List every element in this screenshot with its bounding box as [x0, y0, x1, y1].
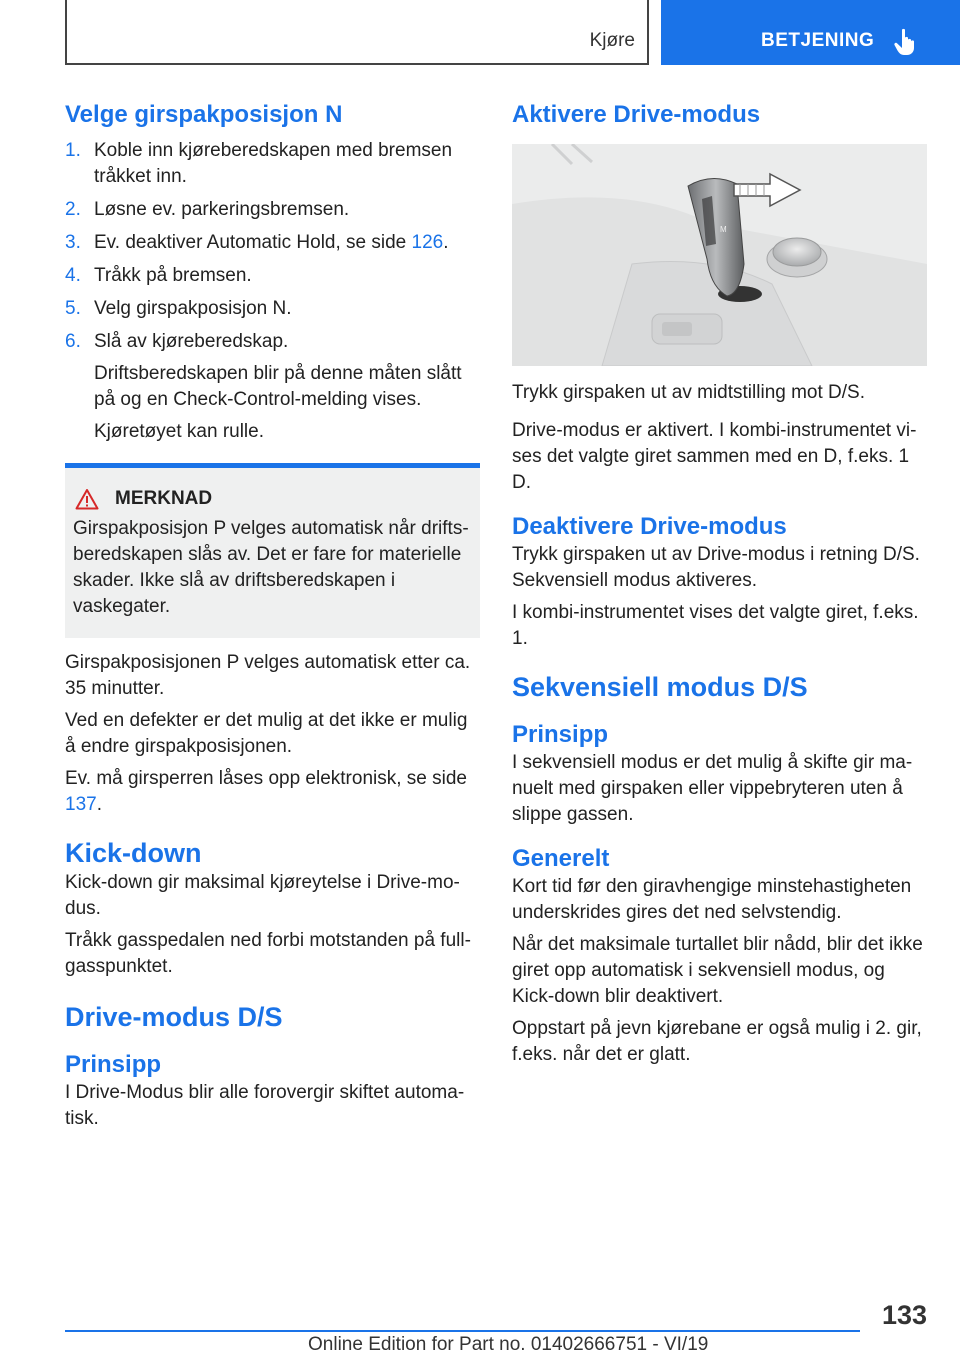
warning-icon — [75, 488, 99, 510]
gear-lever-image — [512, 144, 927, 366]
paragraph: Ved en defekter er det mulig at det ikke er mulig å endre girspakposisjonen. — [65, 710, 468, 757]
footer-divider — [65, 1330, 860, 1332]
list-item: 1. Koble inn kjøreberedskapen med bremsen tråkket inn. — [65, 140, 453, 187]
header-section-box — [65, 0, 649, 65]
heading-principle: Prinsipp — [512, 721, 609, 748]
gear-selector-illustration — [512, 144, 927, 366]
hand-pointer-icon — [893, 28, 919, 56]
notice-text: Girspakposisjon P velges automatisk når driftsberedskapen slås av. Det er fare for materielle skader. Ikke slå av driftsberedskapen i vaskegater. — [73, 518, 469, 617]
right-column — [512, 100, 927, 1068]
left-column — [65, 100, 480, 1132]
page-link-137[interactable]: 137 — [65, 794, 97, 815]
list-item: 3. Ev. deaktiver Automatic Hold, se side 126. — [65, 232, 449, 253]
notice-title: MERKNAD — [115, 488, 213, 509]
paragraph: Når det maksimale turtallet blir nådd, blir det ikke giret opp automatisk i sekvensiell modus, og Kick-down blir deaktivert. — [512, 934, 923, 1007]
paragraph: Kort tid før den giravhengige minstehastigheten underskrides gires det ned selvstendig. — [512, 876, 912, 923]
list-item: 6. Slå av kjøreberedskap. Driftsberedskapen blir på denne måten slått på og en Check-Control-melding vises. Kjøretøyet kan rulle. — [65, 331, 462, 442]
heading-principle: Prinsipp — [65, 1051, 162, 1078]
header-section-title: Kjøre — [589, 30, 635, 51]
list-item: 5. Velg girspakposisjon N. — [65, 298, 292, 319]
paragraph: Oppstart på jevn kjørebane er også mulig i 2. gir, f.eks. når det er glatt. — [512, 1018, 922, 1065]
paragraph: Kick-down gir maksimal kjøreytelse i Drive-modus. — [65, 872, 460, 919]
header-chapter-box — [661, 0, 960, 65]
heading-select-neutral: Velge girspakposisjon N — [65, 101, 343, 128]
heading-general: Generelt — [512, 845, 610, 872]
paragraph: Tråkk gasspedalen ned forbi motstanden på fullgasspunktet. — [65, 930, 471, 977]
paragraph: Girspakposisjonen P velges automatisk etter ca. 35 minutter. — [65, 652, 471, 699]
header-chapter-title: BETJENING — [761, 30, 875, 51]
heading-kick-down: Kick-down — [65, 838, 202, 868]
paragraph: I sekvensiell modus er det mulig å skifte gir manuelt med girspaken eller vippebryteren uten å slippe gassen. — [512, 752, 913, 825]
notice-box — [65, 463, 480, 638]
heading-drive-mode: Drive-modus D/S — [65, 1002, 283, 1032]
footer-edition: Online Edition for Part no. 01402666751 - VI/19 — [308, 1334, 709, 1355]
page-link-126[interactable]: 126 — [411, 232, 444, 253]
svg-text:M: M — [720, 225, 727, 234]
steps-list — [65, 138, 480, 445]
list-item: 4. Tråkk på bremsen. — [65, 265, 252, 286]
notice-header — [73, 486, 472, 512]
paragraph: I kombi-instrumentet vises det valgte giret, f.eks. 1. — [512, 602, 919, 649]
figure-caption: Trykk girspaken ut av midtstilling mot D/S. — [512, 382, 866, 403]
heading-sequential-mode: Sekvensiell modus D/S — [512, 672, 808, 702]
paragraph: Drive-modus er aktivert. I kombi-instrumentet vises det valgte giret sammen med en D, f.eks. 1 D. — [512, 420, 917, 493]
list-item: 2. Løsne ev. parkeringsbremsen. — [65, 199, 350, 220]
paragraph: Trykk girspaken ut av Drive-modus i retning D/S. Sekvensiell modus aktiveres. — [512, 544, 920, 591]
paragraph: Ev. må girsperren låses opp elektronisk, se side 137. — [65, 768, 467, 815]
heading-activate-drive: Aktivere Drive-modus — [512, 101, 761, 128]
heading-deactivate-drive: Deaktivere Drive-modus — [512, 513, 787, 540]
page-number: 133 — [881, 1300, 927, 1330]
paragraph: I Drive-Modus blir alle forovergir skiftet automatisk. — [65, 1082, 465, 1129]
